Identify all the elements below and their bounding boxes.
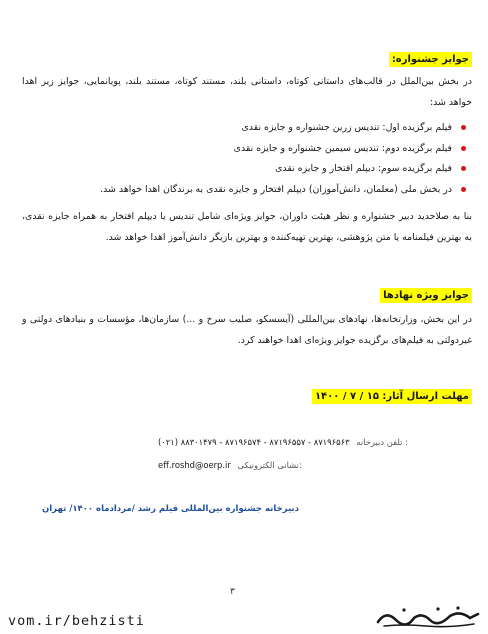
bullet-icon	[461, 125, 466, 130]
list-item: فیلم برگزیده دوم: تندیس سیمین جشنواره و جایزه نقدی	[36, 139, 466, 160]
sedaye-moallem-logo	[374, 604, 482, 630]
list-item: فیلم برگزیده اول: تندیس زرین جشنواره و جایزه نقدی	[36, 118, 466, 139]
phone-value: (۰۲۱) ۸۸۳۰۱۴۷۹ - ۸۷۱۹۶۵۷۴ - ۸۷۱۹۶۵۵۷ - ۸۷۱۹۶۵۶۳	[158, 437, 350, 447]
deadline-heading: مهلت ارسال آثار: ۱۵ / ۷ / ۱۴۰۰	[312, 389, 472, 404]
list-item: فیلم برگزیده سوم: دیپلم افتخار و جایزه نقدی	[36, 159, 466, 180]
phone-row	[158, 436, 408, 448]
bullet-icon	[461, 187, 466, 192]
email-value[interactable]: eff.roshd@oerp.ir	[158, 460, 231, 470]
section-heading-festival-awards: جوایز جشنواره:	[389, 52, 472, 67]
bullet-icon	[461, 146, 466, 151]
awards-list	[36, 118, 466, 200]
email-label: نشانی الکترونیکی:	[237, 460, 302, 470]
section-heading-institution-awards: جوایز ویژه نهادها	[380, 288, 472, 303]
page-number: ۳	[230, 587, 235, 597]
institution-awards-paragraph: در این بخش، وزارتخانه‌ها، نهادهای بین‌المللی (آیسسکو، صلیب سرخ و ...) سازمان‌ها، مؤسسات و بنیادهای دولتی و غیردولتی به فیلم‌های برگزیده جوایز ویژه‌ای اهدا خواهند کرد.	[22, 314, 472, 346]
footer-url[interactable]: vom.ir/behzisti	[8, 613, 145, 629]
email-row	[158, 459, 302, 471]
list-item: در بخش ملی (معلمان، دانش‌آموزان) دیپلم افتخار و جایزه نقدی به برندگان اهدا خواهد شد.	[36, 180, 466, 201]
section-intro-paragraph: در بخش بین‌الملل در قالب‌های داستانی کوتاه، داستانی بلند، مستند کوتاه، مستند بلند، پویانمایی، جوایز زیر اهدا خواهد شد:	[22, 76, 472, 108]
phone-label: تلفن دبیرخانه :	[356, 437, 408, 447]
bullet-icon	[461, 166, 466, 171]
special-awards-paragraph: بنا به صلاحدید دبیر جشنواره و نظر هیئت داوران، جوایز ویژه‌ای شامل تندیس یا دیپلم افتخار به همراه جایزه نقدی، به بهترین فیلمنامه یا متن پژوهشی، بهترین تهیه‌کننده و بهترین بازیگر دانش‌آموز اهدا خواهد شد.	[22, 211, 472, 243]
secretariat-signature: دبیرخانه جشنواره بین‌المللی فیلم رشد /مردادماه ۱۴۰۰/ تهران	[42, 504, 299, 514]
